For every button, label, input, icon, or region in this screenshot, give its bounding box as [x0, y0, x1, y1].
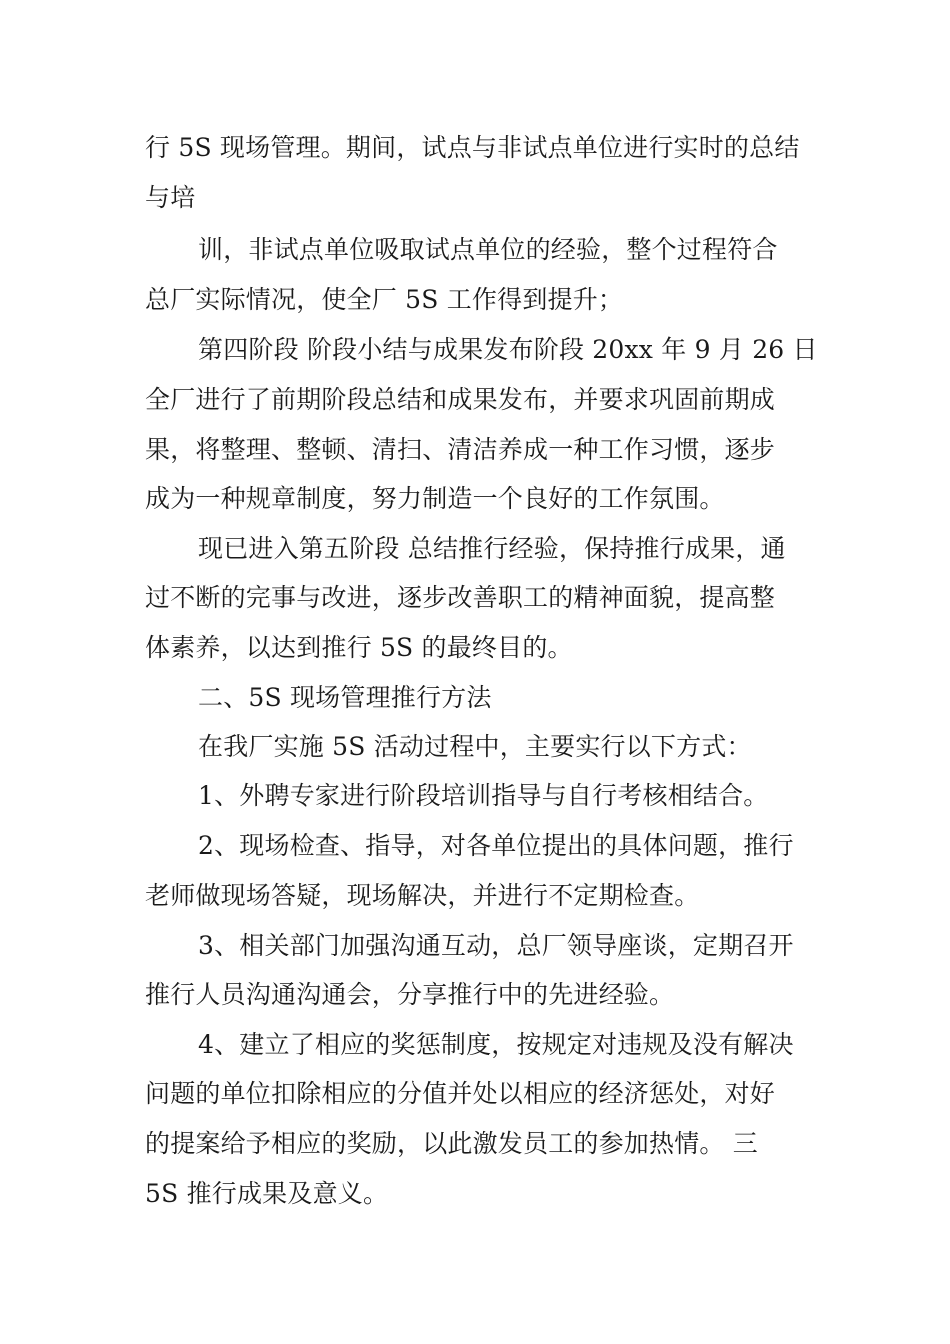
text-line: 老师做现场答疑，现场解决，并进行不定期检查。 — [145, 881, 700, 910]
text-line: 第四阶段 阶段小结与成果发布阶段 20xx 年 9 月 26 日 — [198, 335, 818, 364]
text-line: 5S 推行成果及意义。 — [145, 1179, 389, 1208]
list-item: 1、外聘专家进行阶段培训指导与自行考核相结合。 — [198, 781, 769, 810]
list-item: 2、现场检查、指导，对各单位提出的具体问题，推行 — [198, 831, 794, 860]
text-line: 在我厂实施 5S 活动过程中，主要实行以下方式： — [198, 732, 752, 761]
text-line: 成为一种规章制度，努力制造一个良好的工作氛围。 — [145, 484, 725, 513]
text-line: 全厂进行了前期阶段总结和成果发布，并要求巩固前期成 — [145, 385, 776, 414]
text-line: 行 5S 现场管理。期间，试点与非试点单位进行实时的总结 — [145, 133, 800, 162]
section-heading: 二、5S 现场管理推行方法 — [198, 683, 492, 712]
text-line: 训，非试点单位吸取试点单位的经验，整个过程符合 — [198, 235, 778, 264]
text-line: 的提案给予相应的奖励，以此激发员工的参加热情。 三 — [145, 1129, 758, 1158]
text-line: 推行人员沟通沟通会，分享推行中的先进经验。 — [145, 980, 675, 1009]
list-item: 3、相关部门加强沟通互动，总厂领导座谈，定期召开 — [198, 931, 794, 960]
text-line: 总厂实际情况，使全厂 5S 工作得到提升； — [145, 285, 624, 314]
text-line: 体素养，以达到推行 5S 的最终目的。 — [145, 633, 573, 662]
text-line: 问题的单位扣除相应的分值并处以相应的经济惩处，对好 — [145, 1079, 776, 1108]
text-line: 果，将整理、整顿、清扫、清洁养成一种工作习惯，逐步 — [145, 435, 776, 464]
text-line: 现已进入第五阶段 总结推行经验，保持推行成果，通 — [198, 534, 786, 563]
text-line: 与培 — [145, 183, 196, 212]
list-item: 4、建立了相应的奖惩制度，按规定对违规及没有解决 — [198, 1030, 794, 1059]
text-line: 过不断的完事与改进，逐步改善职工的精神面貌，提高整 — [145, 583, 776, 612]
